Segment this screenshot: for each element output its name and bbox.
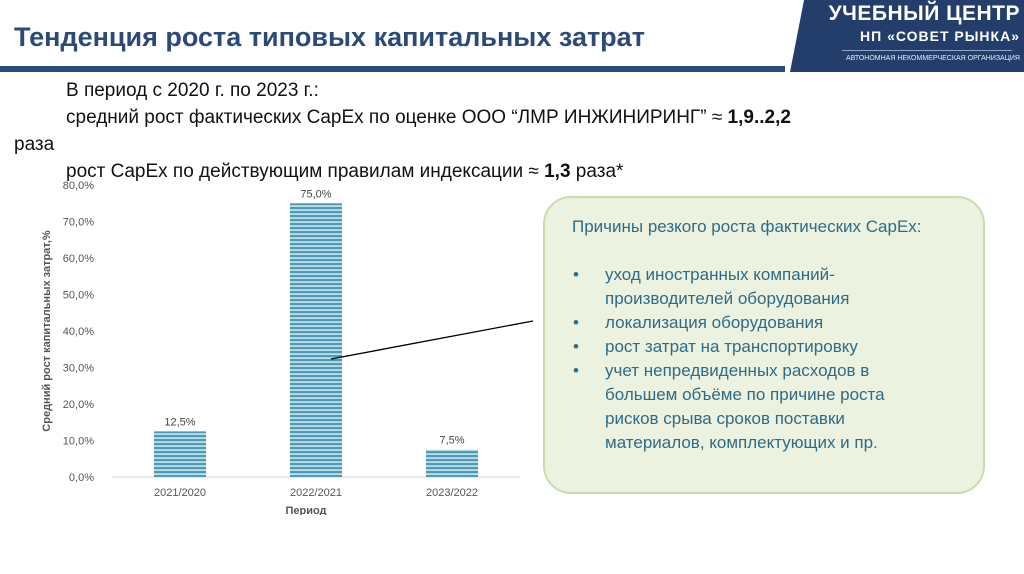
reason-item bbox=[570, 335, 935, 359]
x-tick-label: 2022/2021 bbox=[290, 487, 342, 499]
bullet: • bbox=[573, 265, 579, 284]
bar bbox=[426, 450, 478, 477]
reason-text: уход иностранных компаний-производителей оборудования bbox=[605, 265, 850, 308]
bullet: • bbox=[573, 313, 579, 332]
reasons-callout bbox=[543, 196, 985, 494]
reasons-heading: Причины резкого роста фактических CapEx: bbox=[572, 217, 922, 236]
y-tick-label: 30,0% bbox=[62, 362, 94, 375]
intro-capex-indexation-text: рост CapEx по действующим правилам индексации ≈ bbox=[66, 161, 545, 182]
y-tick-label: 80,0% bbox=[62, 180, 94, 192]
intro-capex-indexation-suffix: раза* bbox=[570, 161, 624, 182]
intro-period: В период с 2020 г. по 2023 г.: bbox=[66, 80, 319, 101]
reason-text: рост затрат на транспортировку bbox=[605, 337, 858, 356]
bar-value-label: 7,5% bbox=[439, 434, 465, 447]
logo-divider bbox=[842, 50, 1012, 51]
bullet: • bbox=[573, 361, 579, 380]
y-tick-label: 40,0% bbox=[62, 326, 94, 338]
x-axis-title: Период bbox=[285, 505, 327, 515]
y-tick-label: 60,0% bbox=[62, 253, 94, 265]
intro-capex-actual-value: 1,9..2,2 bbox=[727, 107, 791, 128]
x-tick-label: 2023/2022 bbox=[426, 487, 478, 499]
bar bbox=[154, 431, 206, 477]
y-tick-label: 20,0% bbox=[62, 399, 94, 411]
reason-text: учет непредвиденных расходов в большем объёме по причине роста рисков срыва сроков поставки материалов, комплектующих и пр. bbox=[605, 361, 885, 452]
bar-value-label: 12,5% bbox=[164, 416, 196, 429]
intro-capex-indexation-value: 1,3 bbox=[544, 161, 571, 182]
bar bbox=[290, 203, 342, 477]
reasons-list bbox=[570, 263, 935, 455]
capex-growth-chart bbox=[0, 175, 540, 515]
y-tick-label: 10,0% bbox=[62, 435, 94, 448]
page-title: Тенденция роста типовых капитальных затрат bbox=[14, 22, 645, 52]
intro-capex-actual bbox=[66, 107, 791, 129]
reason-item bbox=[570, 263, 935, 311]
reason-item bbox=[570, 359, 935, 455]
reason-item bbox=[570, 311, 935, 335]
y-tick-label: 50,0% bbox=[62, 289, 94, 302]
logo-title: УЧЕБНЫЙ ЦЕНТР bbox=[828, 2, 1020, 25]
y-tick-label: 70,0% bbox=[62, 216, 94, 229]
y-tick-label: 0,0% bbox=[68, 472, 94, 484]
intro-capex-actual-wrap: раза bbox=[14, 134, 55, 155]
title-underline bbox=[0, 66, 785, 72]
bullet: • bbox=[573, 337, 579, 356]
bar-value-label: 75,0% bbox=[300, 188, 332, 201]
intro-capex-actual-text: средний рост фактических CapEx по оценке ООО “ЛМР ИНЖИНИРИНГ” ≈ bbox=[66, 107, 728, 128]
reason-text: локализация оборудования bbox=[605, 313, 824, 332]
x-tick-label: 2021/2020 bbox=[154, 487, 206, 499]
logo-caption: АВТОНОМНАЯ НЕКОММЕРЧЕСКАЯ ОРГАНИЗАЦИЯ bbox=[846, 55, 1020, 62]
y-axis-title: Средний рост капитальных затрат,% bbox=[41, 230, 53, 432]
logo-subtitle: НП «СОВЕТ РЫНКА» bbox=[860, 28, 1020, 44]
